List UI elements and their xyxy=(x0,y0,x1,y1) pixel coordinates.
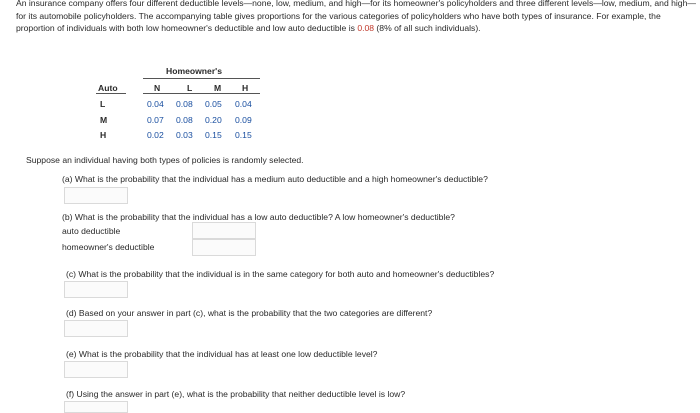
column-header-m: M xyxy=(214,83,222,93)
scenario-text: Suppose an individual having both types of policies is randomly selected. xyxy=(26,155,304,165)
homeowners-header: Homeowner's xyxy=(166,66,223,76)
answer-a-input[interactable] xyxy=(64,187,128,204)
table-cell: 0.04 xyxy=(147,99,164,109)
column-header-n: N xyxy=(154,83,161,93)
answer-f-input[interactable] xyxy=(64,401,128,413)
table-cell: 0.07 xyxy=(147,115,164,125)
column-header-l: L xyxy=(187,83,193,93)
table-cell: 0.03 xyxy=(176,130,193,140)
question-e: (e) What is the probability that the individual has at least one low deductible level? xyxy=(66,349,378,359)
question-f: (f) Using the answer in part (e), what is the probability that neither deductible level is low? xyxy=(66,389,406,399)
question-b: (b) What is the probability that the individual has a low auto deductible? A low homeowner's deductible? xyxy=(62,212,455,222)
problem-intro-text: An insurance company offers four different deductible levels—none, low, medium, and high—for its homeowner's policyholders and three different levels—low, medium, and high—for its automobile policyholders. The accompanying table gives proportions for the various categories of policyholders who have both types of insurance. For example, the proportion of individuals with both low homeowner's deductible and low auto deductible is 0.08 (8% of all such individuals). xyxy=(16,0,696,34)
table-cell: 0.08 xyxy=(176,99,193,109)
answer-d-input[interactable] xyxy=(64,320,128,337)
column-header-h: H xyxy=(242,83,249,93)
row-label-h: H xyxy=(100,130,107,140)
answer-c-input[interactable] xyxy=(64,281,128,298)
table-cell: 0.15 xyxy=(205,130,222,140)
table-cell: 0.05 xyxy=(205,99,222,109)
row-label-l: L xyxy=(100,99,106,109)
row-label-m: M xyxy=(100,115,108,125)
table-cell: 0.09 xyxy=(235,115,252,125)
question-c: (c) What is the probability that the individual is in the same category for both auto and homeowner's deductibles? xyxy=(66,269,495,279)
table-cell: 0.15 xyxy=(235,130,252,140)
question-d: (d) Based on your answer in part (c), what is the probability that the two categories are different? xyxy=(66,308,433,318)
table-cell: 0.20 xyxy=(205,115,222,125)
answer-b-home-label: homeowner's deductible xyxy=(62,242,155,252)
auto-divider xyxy=(96,93,126,94)
header-divider xyxy=(143,78,260,79)
answer-b-auto-label: auto deductible xyxy=(62,226,121,236)
table-cell: 0.02 xyxy=(147,130,164,140)
table-cell: 0.04 xyxy=(235,99,252,109)
problem-intro xyxy=(16,0,700,35)
answer-b-home-input[interactable] xyxy=(192,239,256,256)
question-a: (a) What is the probability that the individual has a medium auto deductible and a high homeowner's deductible? xyxy=(62,174,488,184)
column-header-divider xyxy=(143,93,260,94)
auto-header: Auto xyxy=(98,83,118,93)
answer-b-auto-input[interactable] xyxy=(192,222,256,239)
table-cell: 0.08 xyxy=(176,115,193,125)
answer-e-input[interactable] xyxy=(64,361,128,378)
